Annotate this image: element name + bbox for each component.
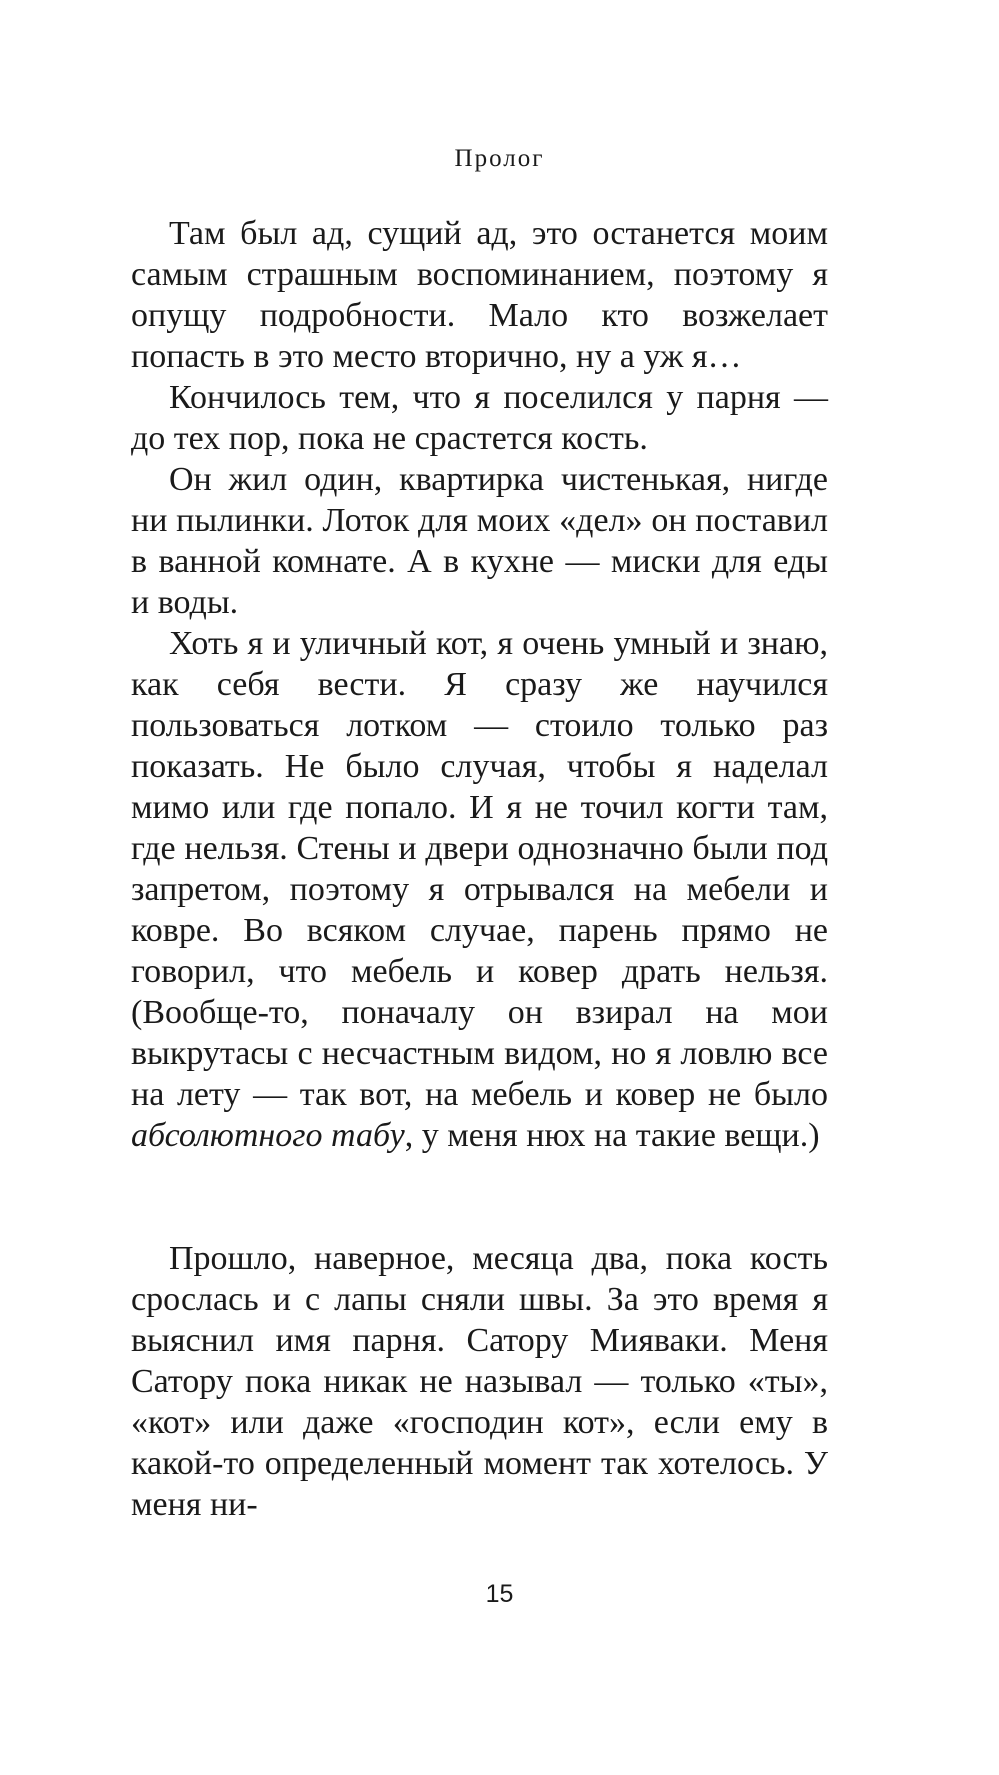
paragraph-text: , у меня нюх на такие вещи.) xyxy=(404,1117,820,1154)
paragraph: Там был ад, сущий ад, это останется моим самым страшным воспоминанием, поэтому я опущу подробности. Мало кто возжелает попасть в это место вторично, ну а уж я… xyxy=(131,215,828,375)
paragraph: Он жил один, квартирка чистенькая, нигде ни пылинки. Лоток для моих «дел» он поставил в ванной комнате. А в кухне — миски для еды и воды. xyxy=(131,461,828,621)
body-text xyxy=(131,213,828,1525)
paragraph: Прошло, наверное, месяца два, пока кость срослась и с лапы сняли швы. За это время я выяснил имя парня. Сатору Мияваки. Меня Сатору пока никак не называл — только «ты», «кот» или даже «господин кот», если ему в какой-то определенный момент так хотелось. У меня ни- xyxy=(131,1240,828,1523)
page-number: 15 xyxy=(485,1580,514,1608)
emphasized-text: абсолютного табу xyxy=(131,1117,405,1154)
paragraph-text: Хоть я и уличный кот, я очень умный и знаю, как себя вести. Я сразу же научился пользоваться лотком — стоило только раз показать. Не было случая, чтобы я наделал мимо или где попало. И я не точил когти там, где нельзя. Стены и двери однозначно были под запретом, поэтому я отрывался на мебели и ковре. Во всяком случае, парень прямо не говорил, что мебель и ковер драть нельзя. (Вообще-то, поначалу он взирал на мои выкрутасы с несчастным видом, но я ловлю все на лету — так вот, на мебель и ковер не было xyxy=(131,625,828,1113)
running-head: Пролог xyxy=(454,145,545,172)
paragraph xyxy=(131,623,828,1156)
paragraph: Кончилось тем, что я поселился у парня — до тех пор, пока не срастется кость. xyxy=(131,379,828,457)
